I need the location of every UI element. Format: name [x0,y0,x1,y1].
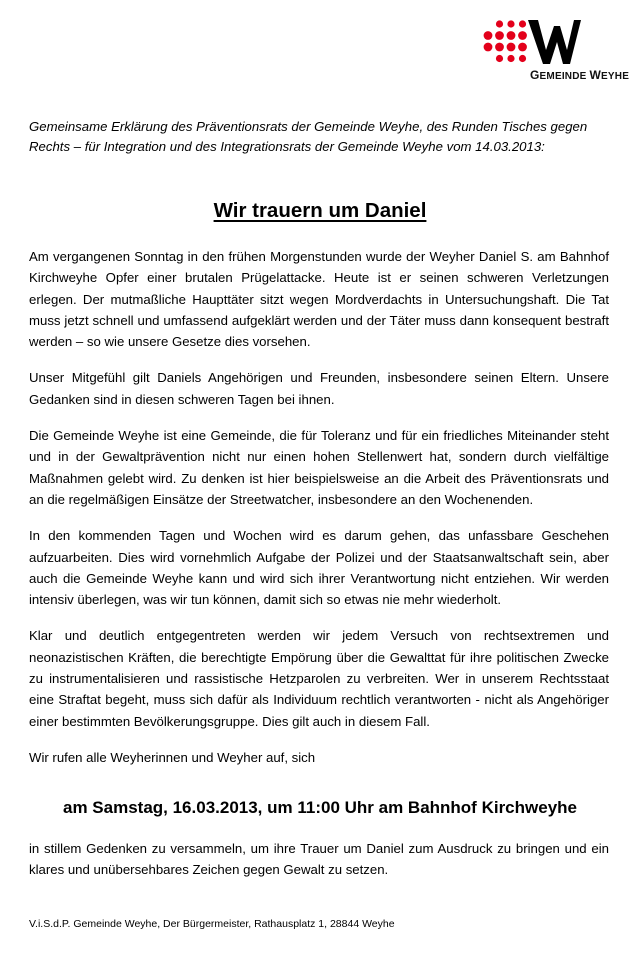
page-title: Wir trauern um Daniel [213,199,427,222]
logo-dot [507,20,514,27]
logo-w-letter-icon [526,18,582,66]
logo-text-g: G [530,68,540,82]
closing-paragraph: in stillem Gedenken zu versammeln, um ihre Trauer um Daniel zum Ausdruck zu bringen und ein klares und unübersehbares Zeichen gegen Gewalt zu setzen. [29,841,609,878]
paragraph: Unser Mitgefühl gilt Daniels Angehörigen und Freunden, insbesondere seinen Eltern. Unsere Gedanken sind in diesen schweren Tagen bei ihnen. [29,370,609,407]
logo-dot [484,31,493,40]
paragraph: In den kommenden Tagen und Wochen wird es darum gehen, das unfassbare Geschehen aufzuarbeiten. Dies wird vornehmlich Aufgabe der Polizei und der Staatsanwaltschaft sein, aber auch die Gemeinde Weyhe kann und wird sich ihrer Verantwortung nicht entziehen. Wir werden intensiv überlegen, was wir tun können, damit sich so etwas nie mehr wiederholt. [29,528,609,608]
intro-statement: Gemeinsame Erklärung des Präventionsrats der Gemeinde Weyhe, des Runden Tisches gegen Rechts – für Integration und des Integrationsrats der Gemeinde Weyhe vom 14.03.2013: [29,119,588,154]
logo-dot [507,43,516,52]
logo-text [530,68,629,82]
logo-dot [496,20,503,27]
logo-dot [484,43,493,52]
logo-text-line2-rest: EYHE [601,71,630,82]
event-announcement: am Samstag, 16.03.2013, um 11:00 Uhr am Bahnhof Kirchweyhe [63,798,577,817]
logo-dot [496,55,503,62]
gemeinde-weyhe-logo [482,18,630,84]
logo-dot-grid-icon [482,18,530,66]
paragraph: Wir rufen alle Weyherinnen und Weyher auf, sich [29,749,316,765]
logo-text-line1-rest: EMEINDE [539,71,590,82]
logo-dot [495,31,504,40]
logo-dot [495,43,504,52]
paragraph: Am vergangenen Sonntag in den frühen Morgenstunden wurde der Weyher Daniel S. am Bahnhof Kirchweyhe Opfer einer brutalen Prügelattacke. Heute ist er seinen schweren Verletzungen erlegen. Der mutmaßliche Haupttäter sitzt wegen Mordverdachts in Untersuchungshaft. Die Tat muss jetzt schnell und umfassend aufgeklärt werden und der Täter muss dann konsequent bestraft werden – so wie unsere Gesetze dies vorsehen. [29,249,609,350]
paragraph: Die Gemeinde Weyhe ist eine Gemeinde, die für Toleranz und für ein friedliches Miteinander steht und in der Gewaltprävention nicht nur einen hohen Stellenwert hat, sondern durch vielfältige Maßnahmen gelebt wird. Zu denken ist hier beispielsweise an die Arbeit des Präventionsrats und an die regelmäßigen Einsätze der Streetwatcher, insbesondere an den Wochenenden. [29,428,609,507]
imprint-footer: V.i.S.d.P. Gemeinde Weyhe, Der Bürgermeister, Rathausplatz 1, 28844 Weyhe [29,918,395,930]
body-text [29,246,609,783]
logo-text-w: W [589,68,602,82]
logo-dot [507,31,516,40]
logo-dot [507,55,514,62]
paragraph: Klar und deutlich entgegentreten werden wir jedem Versuch von rechtsextremen und neonazistischen Kräften, die berechtigte Empörung über die Gewalttat für ihre politischen Zwecke zu instrumentalisieren und rassistische Hetzparolen zu verbreiten. Wer in unserem Rechtsstaat eine Straftat begeht, muss sich dafür als Individuum rechtlich verantworten - nicht als Angehöriger einer bestimmten Bevölkerungsgruppe. Dies gilt auch in diesem Fall. [29,628,609,729]
